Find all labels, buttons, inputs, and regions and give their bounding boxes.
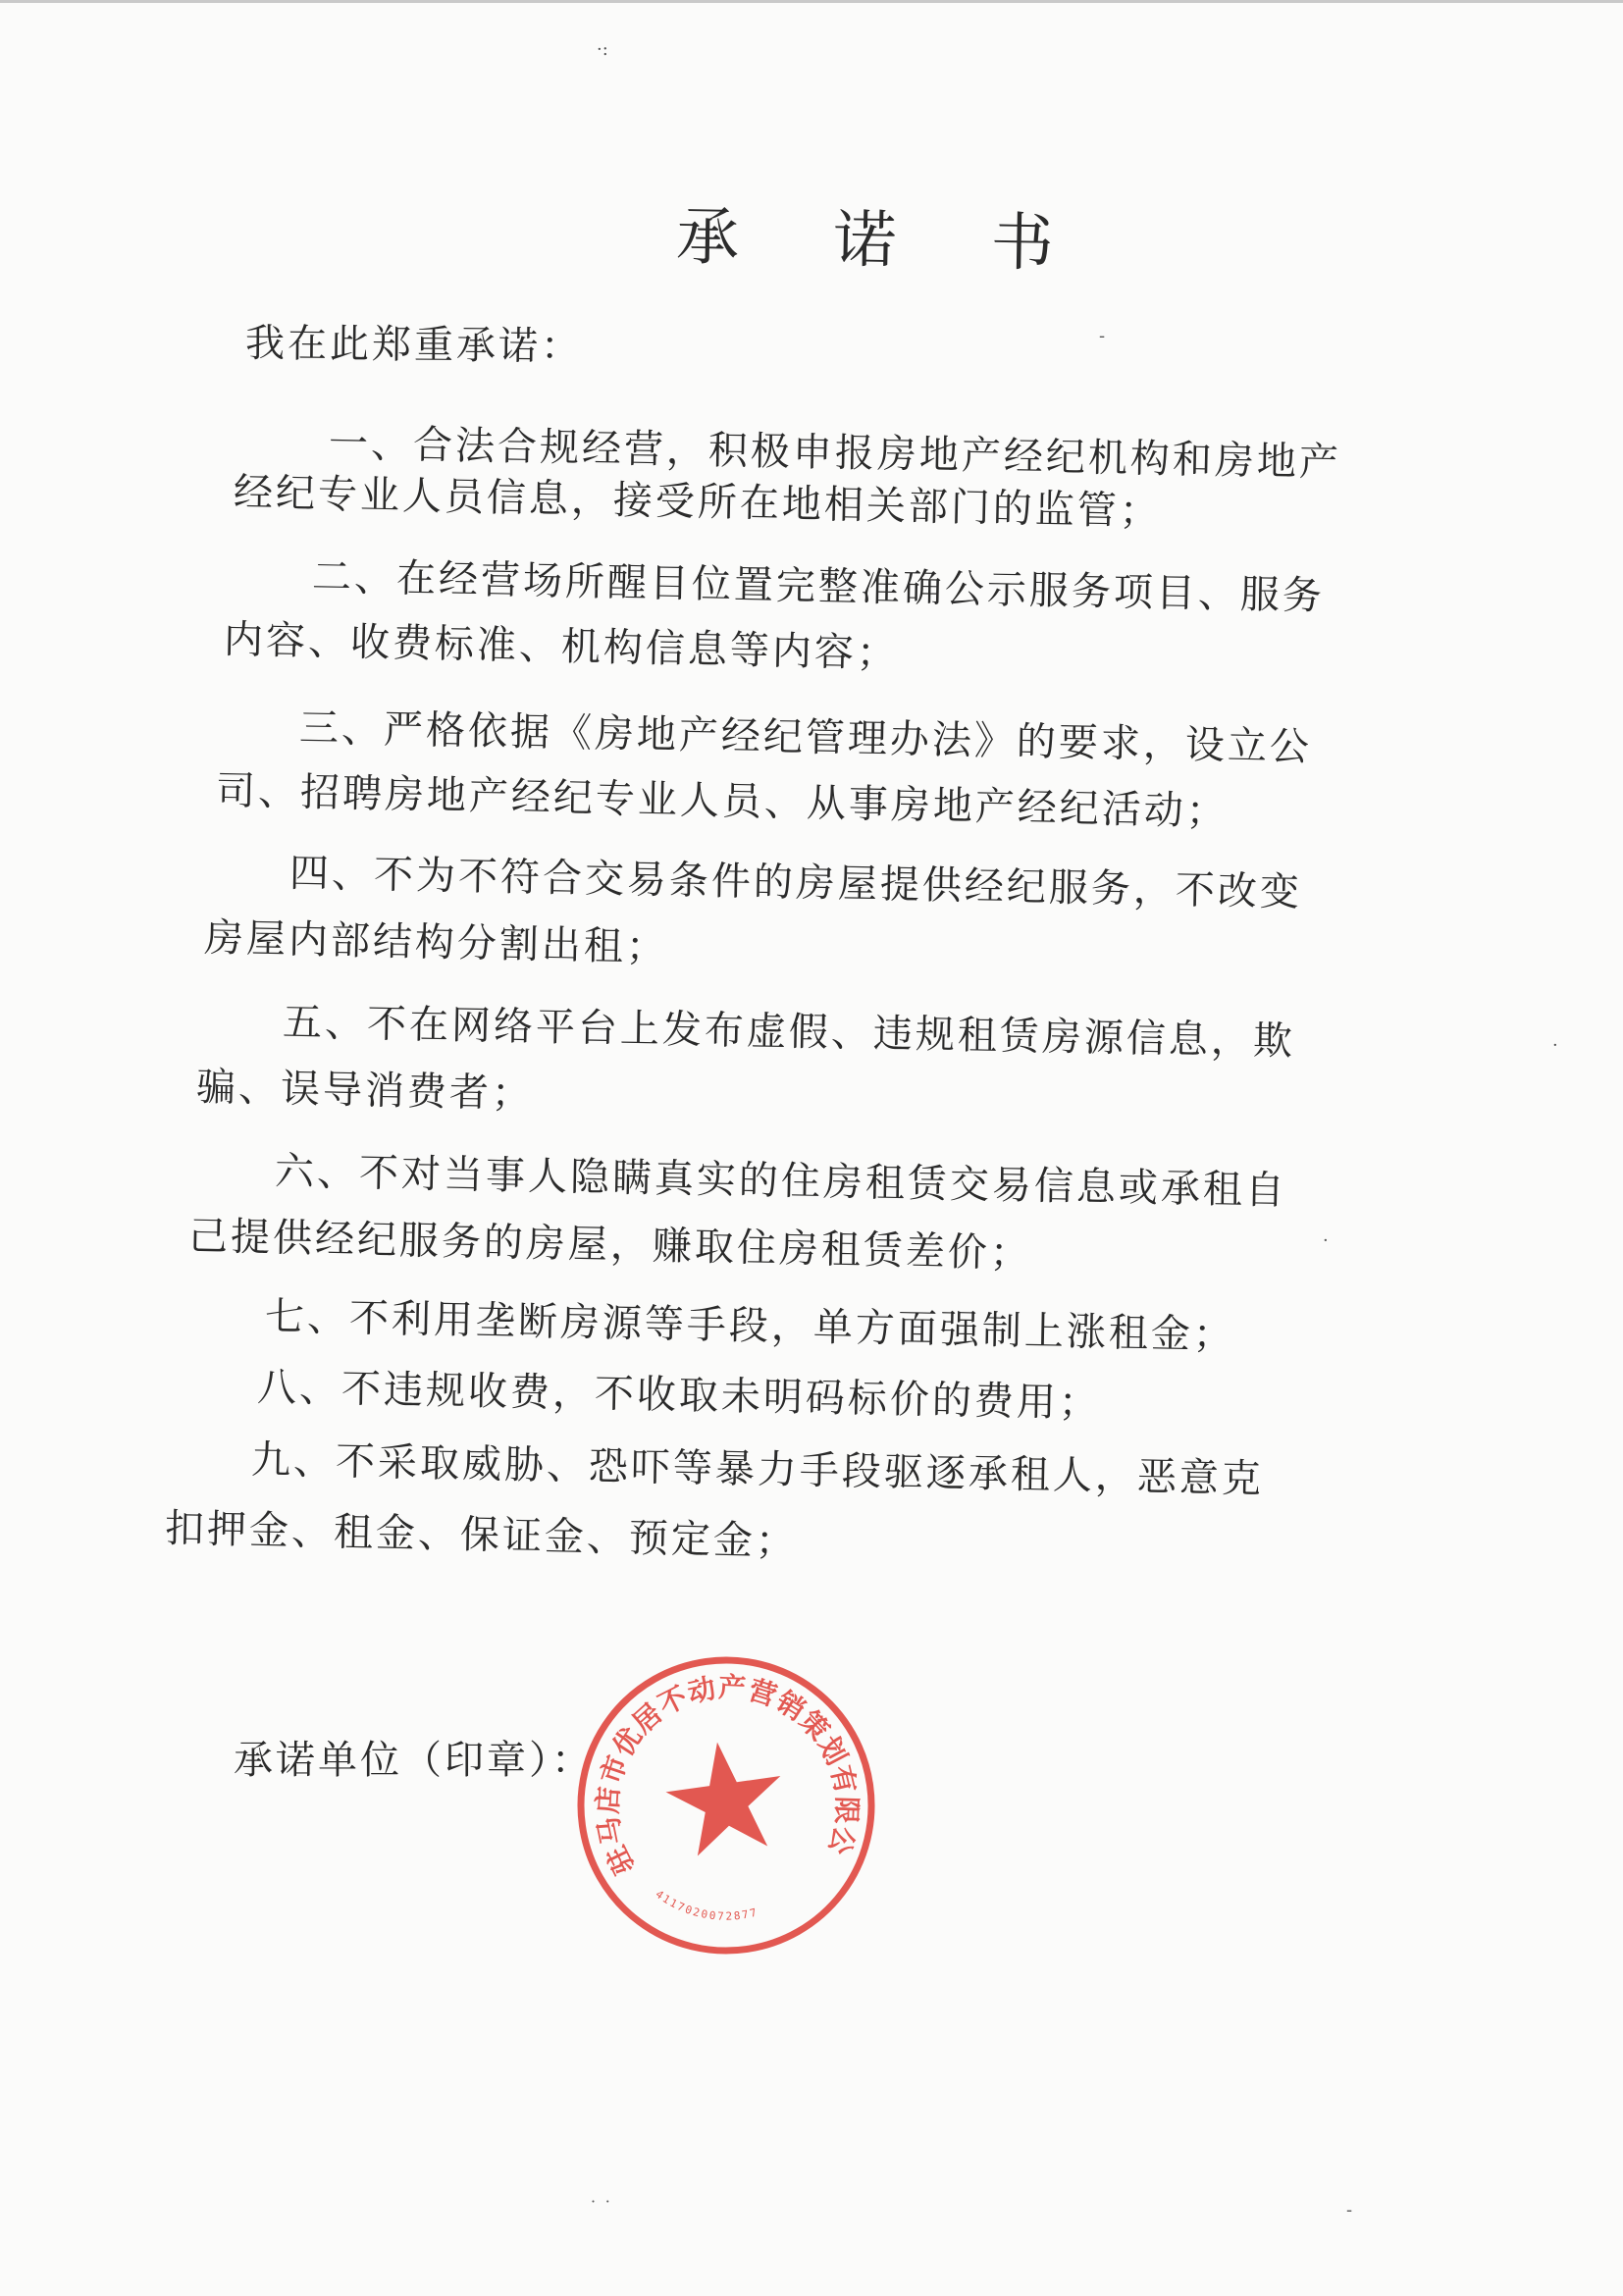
scan-speck: ·:: [597, 39, 608, 60]
body-line: 房屋内部结构分割出租；: [203, 915, 669, 970]
body-line: 二、在经营场所醒目位置完整准确公示服务项目、服务: [311, 554, 1326, 619]
document-title: 承 诺 书: [675, 200, 1092, 282]
body-line: 一、合法合规经营，积极申报房地产经纪机构和房地产: [328, 421, 1342, 486]
scan-speck: ·: [1323, 1230, 1329, 1251]
body-line: 经纪专业人员信息，接受所在地相关部门的监管；: [233, 470, 1163, 535]
body-line: 己提供经纪服务的房屋，赚取住房租赁差价；: [187, 1214, 1033, 1278]
body-line: 六、不对当事人隐瞒真实的住房租赁交易信息或承租自: [274, 1149, 1288, 1214]
signature-label: 承诺单位（印章）：: [234, 1738, 594, 1783]
star-icon: [660, 1734, 790, 1858]
scan-speck: -: [1099, 326, 1106, 346]
body-line: 我在此郑重承诺：: [244, 321, 584, 370]
body-line: 五、不在网络平台上发布虚假、违规租赁房源信息，欺: [282, 1000, 1296, 1065]
body-line: 三、严格依据《房地产经纪管理办法》的要求，设立公: [298, 705, 1313, 770]
company-seal: [569, 1648, 883, 1962]
body-line: 司、招聘房地产经纪专业人员、从事房地产经纪活动；: [215, 768, 1230, 835]
seal-company-name: 驻马店市优居不动产营销策划有限公司: [591, 1670, 864, 1880]
scan-speck: -: [1346, 2200, 1353, 2220]
body-line: 七、不利用垄断房源等手段，单方面强制上涨租金；: [264, 1294, 1236, 1358]
body-line: 八、不违规收费，不收取未明码标价的费用；: [256, 1365, 1102, 1427]
body-line: 骗、误导消费者；: [195, 1065, 535, 1118]
seal-code: 4117020072877: [653, 1887, 760, 1923]
body-line: 四、不为不符合交易条件的房屋提供经纪服务，不改变: [288, 851, 1303, 915]
scan-border: [0, 0, 1623, 3]
scan-speck: ˙ ˙: [589, 2198, 612, 2218]
svg-text:4117020072877: [652, 1875, 759, 1934]
body-line: 扣押金、租金、保证金、预定金；: [164, 1506, 799, 1565]
body-line: 九、不采取威胁、恐吓等暴力手段驱逐承租人，恶意克: [250, 1437, 1265, 1502]
body-line: 内容、收费标准、机构信息等内容；: [223, 617, 900, 677]
scan-speck: ·: [1552, 1035, 1558, 1056]
